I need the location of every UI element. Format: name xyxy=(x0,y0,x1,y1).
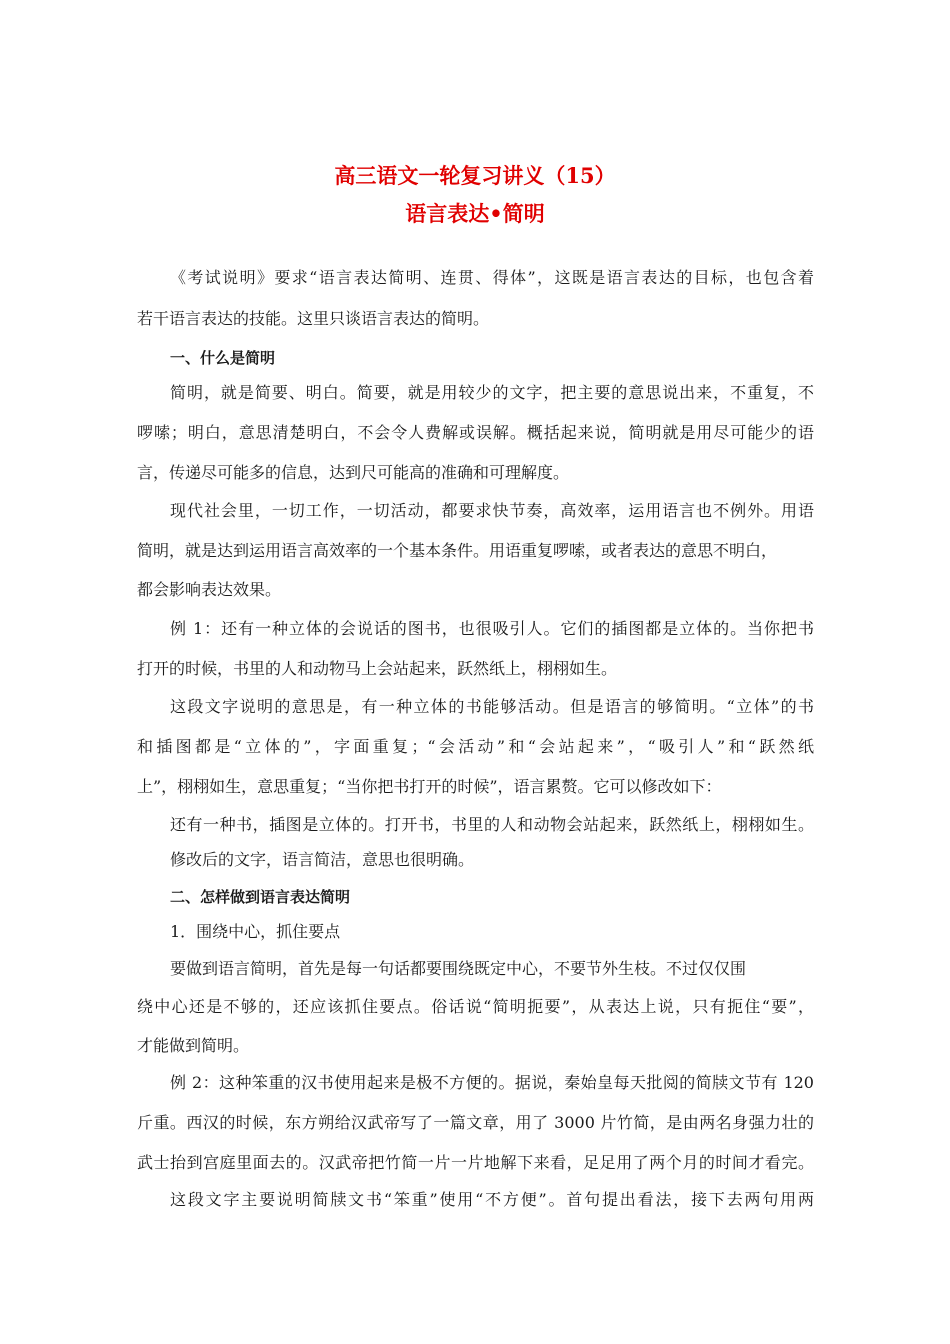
paragraph-line: 要做到语言简明，首先是每一句话都要围绕既定中心，不要节外生枝。不过仅仅围 xyxy=(170,959,747,978)
paragraph-line: 现代社会里，一切工作，一切活动，都要求快节奏，高效率，运用语言也不例外。用语 xyxy=(170,501,814,520)
paragraph-line: 《考试说明》要求“语言表达简明、连贯、得体”，这既是语言表达的目标，也包含着 xyxy=(170,268,814,287)
paragraph-line: 还有一种书，插图是立体的。打开书，书里的人和动物会站起来，跃然纸上，栩栩如生。 xyxy=(170,815,814,834)
paragraph-line: 若干语言表达的技能。这里只谈语言表达的简明。 xyxy=(137,309,490,328)
paragraph-line: 绕中心还是不够的，还应该抓住要点。俗话说“简明扼要”，从表达上说，只有扼住“要”， xyxy=(137,997,814,1016)
paragraph-line: 言，传递尽可能多的信息，达到尺可能高的准确和可理解度。 xyxy=(137,463,570,482)
subsection-heading: 1．围绕中心，抓住要点 xyxy=(170,922,341,941)
paragraph-line: 斤重。西汉的时候，东方朔给汉武帝写了一篇文章，用了 3000 片竹简，是由两名身强力壮的 xyxy=(137,1113,814,1132)
paragraph-line: 例 1：还有一种立体的会说话的图书，也很吸引人。它们的插图都是立体的。当你把书 xyxy=(170,619,814,638)
paragraph-line: 上”，栩栩如生，意思重复；“当你把书打开的时候”，语言累赘。它可以修改如下： xyxy=(137,777,722,796)
paragraph-line: 和插图都是“立体的”，字面重复；“会活动”和“会站起来”，“吸引人”和“跃然纸 xyxy=(137,737,814,756)
paragraph-line: 都会影响表达效果。 xyxy=(137,580,282,599)
paragraph-line: 这段文字说明的意思是，有一种立体的书能够活动。但是语言的够简明。“立体”的书 xyxy=(170,697,814,716)
paragraph-line: 武士抬到宫庭里面去的。汉武帝把竹简一片一片地解下来看，足足用了两个月的时间才看完。 xyxy=(137,1153,814,1172)
paragraph-line: 例 2：这种笨重的汉书使用起来是极不方便的。据说，秦始皇每天批阅的简牍文节有 120 xyxy=(170,1073,814,1092)
paragraph-line: 简明，就是达到运用语言高效率的一个基本条件。用语重复啰嗦，或者表达的意思不明白， xyxy=(137,541,778,560)
paragraph-line: 这段文字主要说明简牍文书“笨重”使用“不方便”。首句提出看法，接下去两句用两 xyxy=(170,1190,814,1209)
section-heading: 二、怎样做到语言表达简明 xyxy=(170,888,351,906)
document-title: 高三语文一轮复习讲义（15） xyxy=(334,163,616,188)
document-subtitle: 语言表达•简明 xyxy=(405,201,545,226)
paragraph-line: 修改后的文字，语言简洁，意思也很明确。 xyxy=(170,850,475,869)
paragraph-line: 简明，就是简要、明白。简要，就是用较少的文字，把主要的意思说出来，不重复，不 xyxy=(170,383,814,402)
paragraph-line: 打开的时候，书里的人和动物马上会站起来，跃然纸上，栩栩如生。 xyxy=(137,659,618,678)
section-heading: 一、什么是简明 xyxy=(170,349,276,367)
paragraph-line: 才能做到简明。 xyxy=(137,1036,250,1055)
paragraph-line: 啰嗦；明白，意思清楚明白，不会令人费解或误解。概括起来说，简明就是用尽可能少的语 xyxy=(137,423,814,442)
